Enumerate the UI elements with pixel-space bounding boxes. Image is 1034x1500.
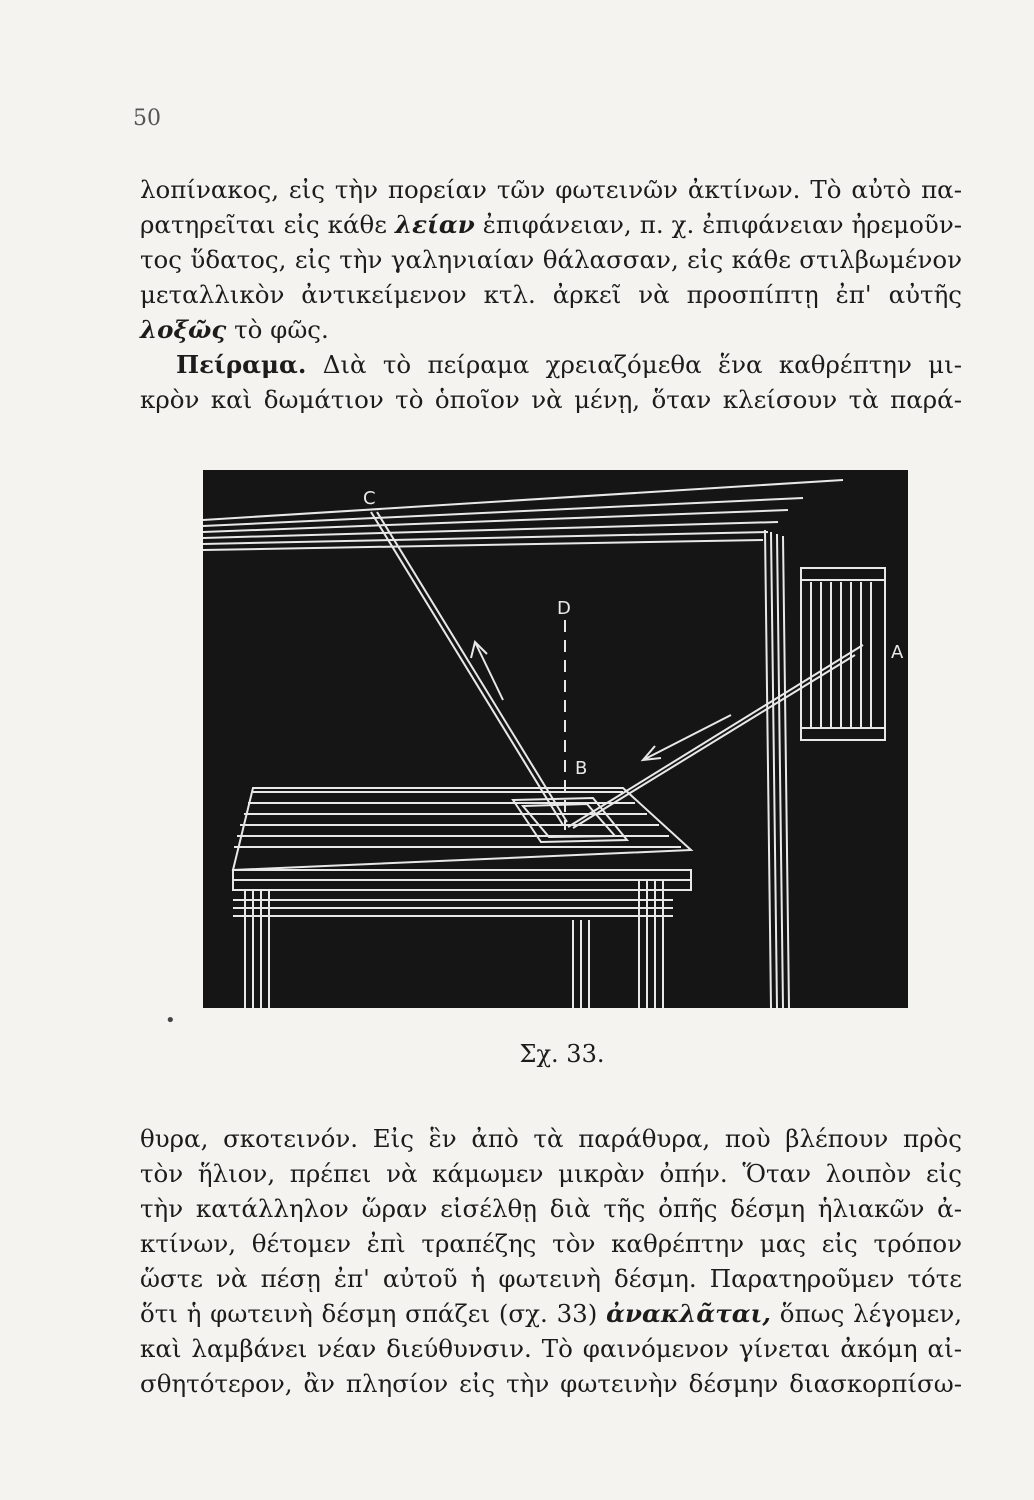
text-line: ρατηρεῖται εἰς κάθε λείαν ἐπιφάνειαν, π. χ. ἐπιφάνειαν ἠρεμοῦν-	[140, 210, 962, 239]
text-line: τὴν κατάλληλον ὥραν εἰσέλθῃ διὰ τῆς ὀπῆς δέσμη ἡλιακῶν ἀ-	[140, 1194, 962, 1223]
emphasis-leian: λείαν	[394, 210, 475, 239]
text-line: Πείραμα. Διὰ τὸ πείραμα χρειαζόμεθα ἕνα καθρέπτην μι-	[176, 350, 962, 379]
text-line: σθητότερον, ἂν πλησίον εἰς τὴν φωτεινὴν δέσμην διασκορπίσω-	[140, 1369, 962, 1398]
emphasis-anaklatai: ἀνακλᾶται,	[606, 1299, 771, 1328]
text-line: μεταλλικὸν ἀντικείμενον κτλ. ἀρκεῖ νὰ προσπίπτῃ ἐπ' αὐτῆς	[140, 280, 962, 309]
label-b: B	[575, 758, 588, 779]
page-number: 50	[133, 106, 161, 131]
text-line: λοξῶς τὸ φῶς.	[140, 315, 329, 344]
label-a: A	[891, 642, 904, 663]
text-line: τος ὕδατος, εἰς τὴν γαληνιαίαν θάλασσαν, εἰς κάθε στιλβωμένον	[140, 245, 962, 274]
label-d: D	[557, 598, 571, 619]
ink-dot: •	[165, 1010, 176, 1031]
text-line: καὶ λαμβάνει νέαν διεύθυνσιν. Τὸ φαινόμενον γίνεται ἀκόμη αἰ-	[140, 1334, 962, 1363]
emphasis-loxos: λοξῶς	[140, 315, 227, 344]
text-line: κτίνων, θέτομεν ἐπὶ τραπέζης τὸν καθρέπτην μας εἰς τρόπον	[140, 1229, 962, 1258]
experiment-heading: Πείραμα.	[176, 350, 307, 379]
figure-33-illustration	[203, 470, 908, 1008]
paragraph-3	[140, 1121, 962, 1401]
paragraph-1	[140, 172, 962, 347]
text-line: λοπίνακος, εἰς τὴν πορείαν τῶν φωτεινῶν ἀκτίνων. Τὸ αὐτὸ πα-	[140, 175, 962, 204]
text-line: ὥστε νὰ πέσῃ ἐπ' αὐτοῦ ἡ φωτεινὴ δέσμη. Παρατηροῦμεν τότε	[140, 1264, 962, 1293]
label-c: C	[363, 488, 376, 509]
paragraph-2	[140, 347, 962, 417]
figure-caption: Σχ. 33.	[519, 1040, 605, 1068]
text-line: ὅτι ἡ φωτεινὴ δέσμη σπάζει (σχ. 33) ἀνακλᾶται, ὅπως λέγομεν,	[140, 1299, 962, 1328]
text-line: κρὸν καὶ δωμάτιον τὸ ὁποῖον νὰ μένῃ, ὅταν κλείσουν τὰ παρά-	[140, 385, 962, 414]
text-line: θυρα, σκοτεινόν. Εἰς ἓν ἀπὸ τὰ παράθυρα, ποὺ βλέπουν πρὸς	[140, 1124, 962, 1153]
text-line: τὸν ἥλιον, πρέπει νὰ κάμωμεν μικρὰν ὀπήν. Ὅταν λοιπὸν εἰς	[140, 1159, 962, 1188]
